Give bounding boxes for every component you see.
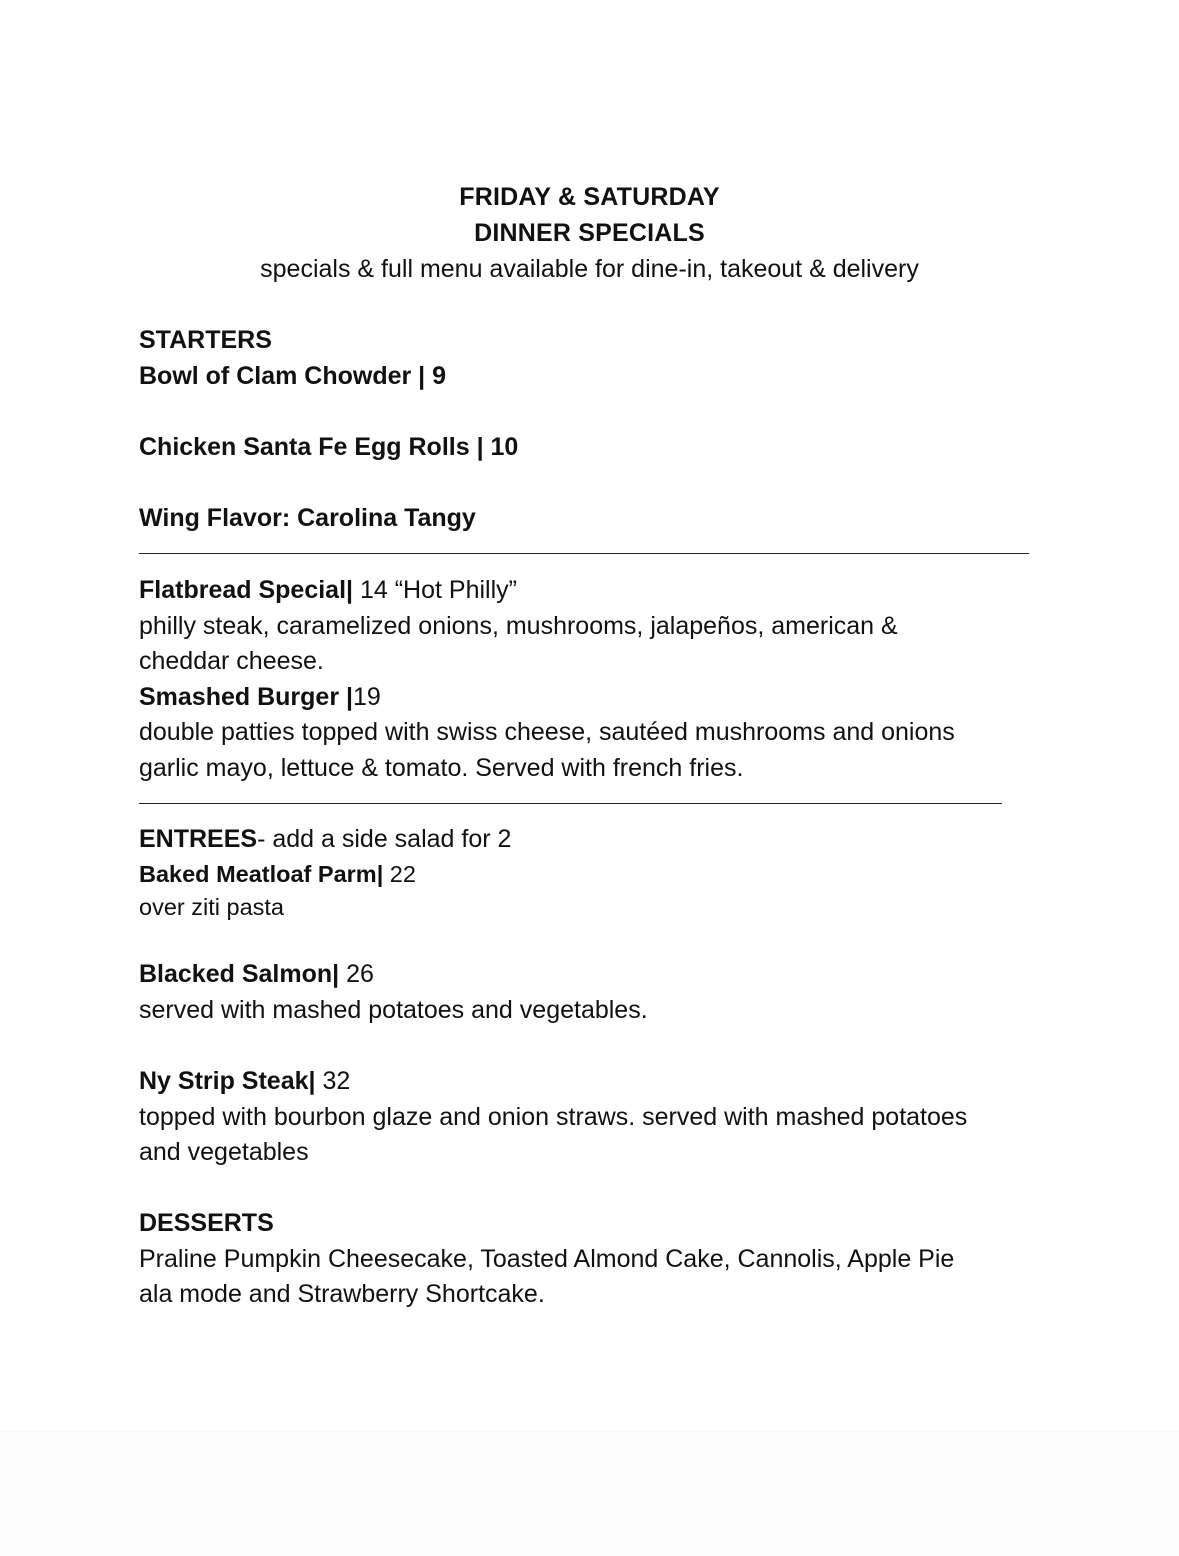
meatloaf-desc: over ziti pasta — [139, 894, 284, 920]
burger-desc-1: double patties topped with swiss cheese, sautéed mushrooms and onions — [139, 718, 955, 746]
burger-price: 19 — [353, 682, 381, 711]
entrees-heading — [139, 822, 1039, 858]
steak-desc-2: and vegetables — [139, 1138, 309, 1166]
salmon-heading — [139, 957, 1039, 993]
meatloaf-name: Baked Meatloaf Parm| — [139, 861, 384, 887]
entrees-title: ENTREES — [139, 825, 258, 853]
specials-section — [139, 573, 1039, 786]
salmon-name: Blacked Salmon| — [139, 960, 340, 988]
burger-desc-2: garlic mayo, lettuce & tomato. Served with french fries. — [139, 753, 744, 782]
menu-header — [0, 179, 1179, 287]
salmon-desc: served with mashed potatoes and vegetables. — [139, 995, 648, 1024]
desserts-desc-1: Praline Pumpkin Cheesecake, Toasted Almond Cake, Cannolis, Apple Pie — [139, 1244, 955, 1273]
burger-heading — [139, 680, 1039, 716]
flatbread-price: 14 “Hot Philly” — [353, 576, 517, 604]
starters-section — [139, 323, 1039, 394]
section-divider — [139, 553, 1029, 554]
desserts-title: DESSERTS — [139, 1209, 274, 1237]
flatbread-name: Flatbread Special| — [139, 576, 354, 604]
header-subtitle: specials & full menu available for dine-in, takeout & delivery — [260, 255, 919, 283]
header-days: FRIDAY & SATURDAY — [459, 183, 720, 211]
flatbread-desc-2: cheddar cheese. — [139, 647, 324, 675]
starter-item-block — [139, 430, 1039, 466]
steak-item — [139, 1064, 1039, 1171]
header-title: DINNER SPECIALS — [474, 219, 705, 247]
flatbread-heading — [139, 573, 1039, 609]
meatloaf-price: 22 — [383, 861, 416, 887]
starters-title: STARTERS — [139, 326, 272, 354]
steak-heading — [139, 1064, 1039, 1100]
steak-price: 32 — [315, 1067, 351, 1095]
starter-item-block — [139, 501, 1039, 537]
page-bottom-margin — [0, 1430, 1179, 1556]
section-divider — [139, 803, 1002, 804]
desserts-section — [139, 1206, 1039, 1313]
steak-desc-1: topped with bourbon glaze and onion straws. served with mashed potatoes — [139, 1102, 968, 1131]
starter-item: Chicken Santa Fe Egg Rolls | 10 — [139, 433, 519, 461]
entrees-section — [139, 822, 1039, 858]
meatloaf-heading — [139, 858, 1039, 891]
desserts-desc-2: ala mode and Strawberry Shortcake. — [139, 1280, 545, 1308]
starter-item: Bowl of Clam Chowder | 9 — [139, 361, 447, 390]
salmon-price: 26 — [339, 960, 374, 988]
flatbread-desc-1: philly steak, caramelized onions, mushrooms, jalapeños, american & — [139, 611, 898, 640]
salmon-item — [139, 957, 1039, 1028]
starter-item: Wing Flavor: Carolina Tangy — [139, 504, 476, 532]
burger-name: Smashed Burger | — [139, 682, 354, 711]
entrees-note: - add a side salad for 2 — [257, 825, 512, 853]
steak-name: Ny Strip Steak| — [139, 1067, 316, 1095]
meatloaf-item — [139, 858, 1039, 924]
